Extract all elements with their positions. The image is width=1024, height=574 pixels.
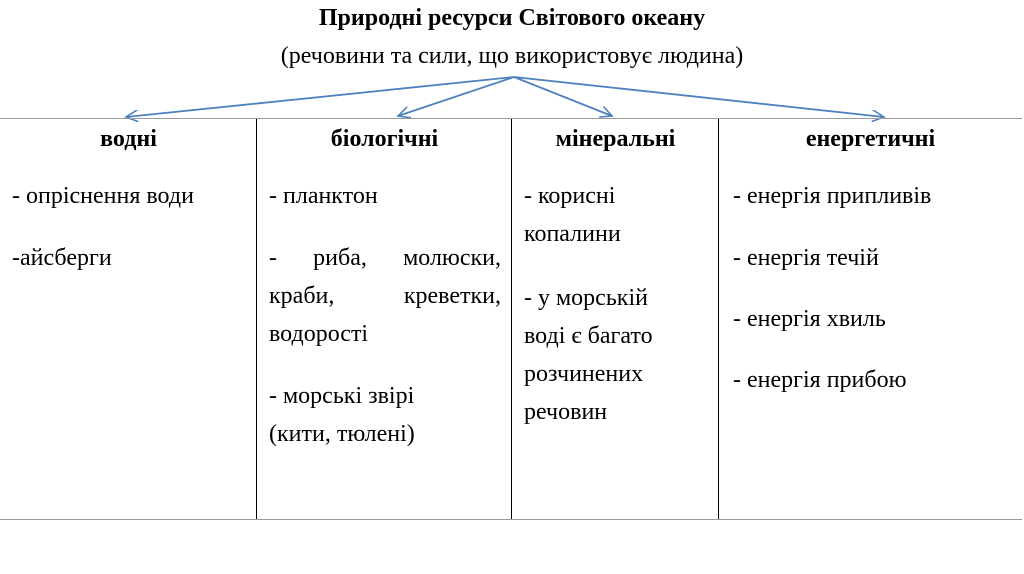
item-dissolved-line-4: речовин [524,399,608,425]
arrow-to-energy [514,77,884,117]
diagram-subtitle: (речовини та сили, що використовує людина) [280,43,744,69]
column-header-energy: енергетичні [805,126,936,152]
item-dissolved-line-2: воді є багато [524,323,653,349]
arrows [0,0,1024,130]
item-wave-energy: - енергія хвиль [733,306,886,332]
item-minerals [524,177,621,253]
item-sea-animals-line-1: - морські звірі [269,383,415,409]
column-mineral [511,119,719,519]
column-header-biological: біологічні [330,126,439,152]
column-water [0,119,257,519]
column-energy [718,119,1022,519]
item-fish-group [269,239,501,353]
item-icebergs: -айсберги [12,245,112,271]
item-sea-animals [269,377,415,453]
word-fish: - риба, [269,245,367,271]
item-desalination: - опріснення води [12,183,194,209]
item-fish-line-2 [269,277,501,315]
item-current-energy: - енергія течій [733,245,879,271]
item-plankton: - планктон [269,183,378,209]
word-crabs: краби, [269,283,335,309]
column-header-water: водні [100,126,157,152]
item-dissolved-line-3: розчинених [524,361,644,387]
item-fish-line-3: водорості [269,321,369,347]
resources-table [0,118,1022,520]
item-dissolved-line-1: - у морській [524,285,648,311]
column-header-mineral: мінеральні [555,126,676,152]
word-shrimps: креветки, [403,283,501,309]
item-minerals-line-2: копалини [524,221,621,247]
item-surf-energy: - енергія прибою [733,367,907,393]
item-fish-line-1 [269,239,501,277]
word-mollusks: молюски, [403,245,502,271]
item-dissolved-substances [524,279,653,431]
column-biological [256,119,512,519]
item-tidal-energy: - енергія припливів [733,183,932,209]
item-minerals-line-1: - корисні [524,183,616,209]
diagram-title: Природні ресурси Світового океану [318,5,706,31]
item-sea-animals-line-2: (кити, тюлені) [269,421,415,447]
